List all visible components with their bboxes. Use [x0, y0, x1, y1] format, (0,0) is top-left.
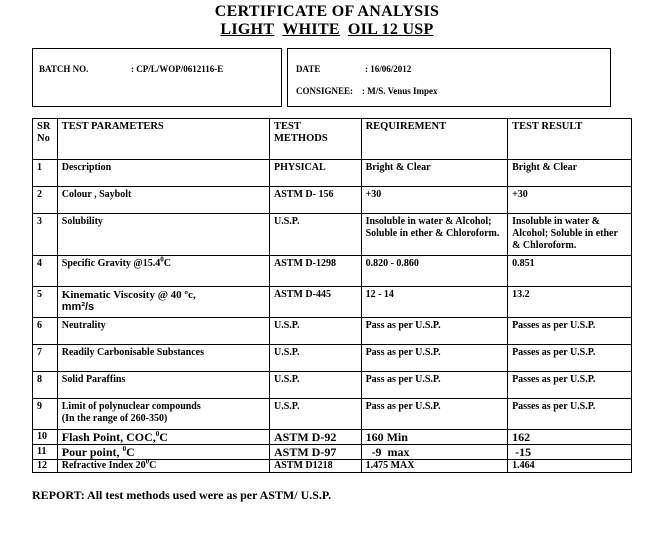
requirement-cell: Bright & Clear	[361, 160, 508, 187]
certificate-title: CERTIFICATE OF ANALYSIS	[214, 3, 440, 20]
result-cell: -15	[508, 445, 632, 460]
sr-cell: 3	[33, 214, 58, 256]
result-cell: Passes as per U.S.P.	[508, 372, 632, 399]
result-cell: 1.464	[508, 460, 632, 473]
param-cell: Specific Gravity @15.4$^0$C	[57, 256, 269, 287]
requirement-cell: -9 max	[361, 445, 508, 460]
report-note: REPORT: All test methods used were as per ASTM/ U.S.P.	[32, 488, 332, 502]
method-cell: ASTM D1218	[270, 460, 362, 473]
param-cell: Pour point, $^0$C	[57, 445, 269, 460]
header-test-result: TEST RESULT	[508, 119, 632, 160]
method-cell: ASTM D-92	[270, 430, 362, 445]
table-row	[33, 287, 632, 318]
sr-cell: 1	[33, 160, 58, 187]
table-row	[33, 256, 632, 287]
sr-cell: 11	[33, 445, 58, 460]
param-cell: Flash Point, COC,$^0$C	[57, 430, 269, 445]
result-cell: Passes as per U.S.P.	[508, 318, 632, 345]
method-cell: ASTM D- 156	[270, 187, 362, 214]
requirement-cell: Pass as per U.S.P.	[361, 318, 508, 345]
header-test-methods: TEST METHODS	[270, 119, 362, 160]
requirement-cell: +30	[361, 187, 508, 214]
table-row	[33, 372, 632, 399]
result-cell: Passes as per U.S.P.	[508, 345, 632, 372]
date-label: DATE	[296, 64, 321, 74]
product-title-word-1: LIGHT	[220, 21, 275, 38]
sr-cell: 9	[33, 399, 58, 430]
result-cell: Passes as per U.S.P.	[508, 399, 632, 430]
analysis-table	[32, 118, 632, 473]
product-title-word-3: OIL 12 USP	[347, 21, 434, 38]
requirement-cell: 160 Min	[361, 430, 508, 445]
table-row	[33, 345, 632, 372]
product-title-word-2: WHITE	[282, 21, 340, 38]
batch-info-box	[32, 48, 282, 107]
sr-cell: 8	[33, 372, 58, 399]
method-cell: ASTM D-445	[270, 287, 362, 318]
method-cell: ASTM D-1298	[270, 256, 362, 287]
method-cell: U.S.P.	[270, 318, 362, 345]
sr-cell: 10	[33, 430, 58, 445]
requirement-cell: 1.475 MAX	[361, 460, 508, 473]
result-cell: 13.2	[508, 287, 632, 318]
sr-cell: 5	[33, 287, 58, 318]
param-cell: Kinematic Viscosity @ 40 ºc, mm²/s	[57, 287, 269, 318]
result-cell: +30	[508, 187, 632, 214]
sr-cell: 12	[33, 460, 58, 473]
consignee-value: : M/S. Venus Impex	[362, 86, 438, 96]
requirement-cell: Pass as per U.S.P.	[361, 345, 508, 372]
table-row	[33, 318, 632, 345]
sr-cell: 4	[33, 256, 58, 287]
table-row	[33, 430, 632, 445]
method-cell: PHYSICAL	[270, 160, 362, 187]
result-cell: Insoluble in water & Alcohol; Soluble in ether & Chloroform.	[508, 214, 632, 256]
requirement-cell: Pass as per U.S.P.	[361, 399, 508, 430]
param-cell: Limit of polynuclear compounds (In the range of 260-350)	[57, 399, 269, 430]
product-title	[0, 21, 654, 39]
method-cell: U.S.P.	[270, 399, 362, 430]
batch-value: : CP/L/WOP/0612116-E	[131, 64, 224, 74]
table-row	[33, 160, 632, 187]
result-cell: Bright & Clear	[508, 160, 632, 187]
method-cell: U.S.P.	[270, 214, 362, 256]
param-cell: Solid Paraffins	[57, 372, 269, 399]
requirement-cell: Insoluble in water & Alcohol; Soluble in ether & Chloroform.	[361, 214, 508, 256]
param-cell: Readily Carbonisable Substances	[57, 345, 269, 372]
param-cell: Description	[57, 160, 269, 187]
method-cell: ASTM D-97	[270, 445, 362, 460]
result-cell: 0.851	[508, 256, 632, 287]
header-test-parameters: TEST PARAMETERS	[57, 119, 269, 160]
batch-label: BATCH NO.	[39, 64, 89, 74]
param-cell: Solubility	[57, 214, 269, 256]
header-requirement: REQUIREMENT	[361, 119, 508, 160]
sr-cell: 7	[33, 345, 58, 372]
table-row	[33, 214, 632, 256]
sr-cell: 2	[33, 187, 58, 214]
sr-cell: 6	[33, 318, 58, 345]
table-header-row	[33, 119, 632, 160]
method-cell: U.S.P.	[270, 345, 362, 372]
requirement-cell: 12 - 14	[361, 287, 508, 318]
table-row	[33, 187, 632, 214]
param-cell: Neutrality	[57, 318, 269, 345]
consignee-label: CONSIGNEE:	[296, 86, 354, 96]
param-cell: Refractive Index $20^0C$	[57, 460, 269, 473]
method-cell: U.S.P.	[270, 372, 362, 399]
result-cell: 162	[508, 430, 632, 445]
requirement-cell: Pass as per U.S.P.	[361, 372, 508, 399]
table-row	[33, 399, 632, 430]
param-cell: Colour , Saybolt	[57, 187, 269, 214]
requirement-cell: 0.820 - 0.860	[361, 256, 508, 287]
date-value: : 16/06/2012	[365, 64, 412, 74]
date-consignee-box	[287, 48, 611, 107]
table-row	[33, 445, 632, 460]
header-sr-no: SR No	[33, 119, 58, 160]
table-row	[33, 460, 632, 473]
